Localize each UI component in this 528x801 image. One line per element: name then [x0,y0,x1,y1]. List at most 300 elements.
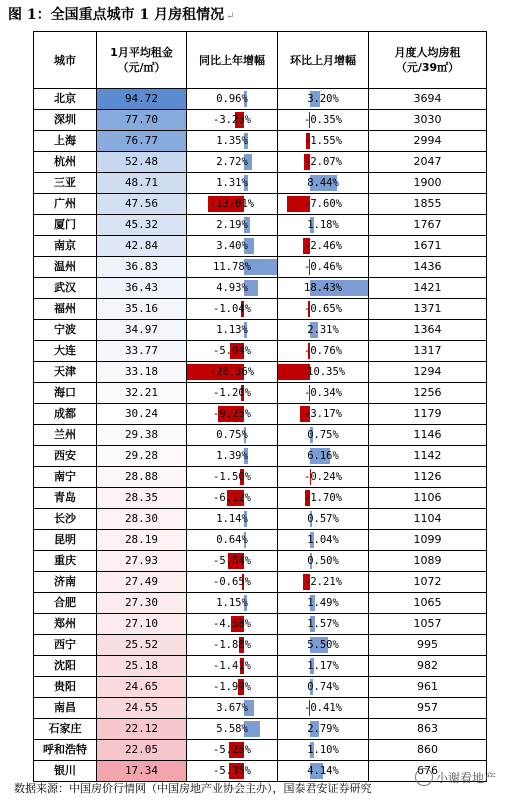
yoy-cell [187,698,278,719]
yoy-cell [187,488,278,509]
per-capita-cell: 982 [369,656,487,677]
mom-cell-content [278,362,368,382]
mom-cell-content [278,761,368,781]
table-row [34,194,487,215]
yoy-value: 0.75% [216,429,248,441]
mom-value: -10.35% [300,366,346,378]
rent-cell: 42.84 [97,236,187,257]
yoy-value: -4.58% [213,618,251,630]
mom-cell [278,488,369,509]
city-cell: 宁波 [34,320,97,341]
table-row [34,719,487,740]
mom-value: 1.04% [307,534,339,546]
yoy-value: -5.04% [213,345,251,357]
table-row [34,530,487,551]
wechat-logo-icon [415,768,433,786]
mom-cell-content [278,572,368,592]
per-capita-cell: 961 [369,677,487,698]
table-row [34,593,487,614]
city-cell: 大连 [34,341,97,362]
rent-cell: 29.38 [97,425,187,446]
mom-cell [278,719,369,740]
rent-cell: 36.83 [97,257,187,278]
table-row [34,698,487,719]
mom-cell-content [278,131,368,151]
table-row [34,320,487,341]
mom-cell-content [278,719,368,739]
per-capita-cell: 957 [369,698,487,719]
mom-cell [278,593,369,614]
yoy-cell-content [187,194,277,214]
mom-cell-content [278,341,368,361]
mom-cell [278,446,369,467]
rent-cell: 22.05 [97,740,187,761]
per-capita-cell: 1364 [369,320,487,341]
per-capita-cell: 860 [369,740,487,761]
table-row [34,362,487,383]
header-city-label: 城市 [54,53,76,67]
city-cell: 兰州 [34,425,97,446]
city-cell: 杭州 [34,152,97,173]
mom-value: 0.50% [307,555,339,567]
yoy-value: -5.64% [213,555,251,567]
yoy-value: 2.19% [216,219,248,231]
yoy-cell [187,530,278,551]
yoy-value: -3.23% [213,114,251,126]
header-mom-label: 环比上月增幅 [290,53,356,67]
table-row [34,110,487,131]
city-cell: 贵阳 [34,677,97,698]
yoy-cell [187,425,278,446]
mom-cell [278,698,369,719]
per-capita-cell: 1106 [369,488,487,509]
mom-value: 4.14% [307,765,339,777]
city-cell: 西安 [34,446,97,467]
per-capita-cell: 1436 [369,257,487,278]
table-row [34,635,487,656]
mom-cell-content [278,551,368,571]
mom-cell-content [278,404,368,424]
table-row [34,215,487,236]
table-row [34,446,487,467]
figure-title-text: 图 1：全国重点城市 1 月房租情况 [8,7,225,23]
mom-value: 2.79% [307,723,339,735]
yoy-value: 1.35% [216,135,248,147]
table-row [34,551,487,572]
rent-cell: 25.18 [97,656,187,677]
mom-cell-content [278,257,368,277]
city-cell: 昆明 [34,530,97,551]
mom-value: 1.49% [307,597,339,609]
rent-cell: 25.52 [97,635,187,656]
per-capita-cell: 1104 [369,509,487,530]
mom-value: 3.20% [307,93,339,105]
city-cell: 合肥 [34,593,97,614]
per-capita-cell: 1179 [369,404,487,425]
yoy-cell [187,362,278,383]
yoy-value: -20.36% [209,366,255,378]
yoy-cell-content [187,572,277,592]
city-cell: 海口 [34,383,97,404]
yoy-cell-content [187,362,277,382]
mom-cell-content [278,236,368,256]
city-cell: 南京 [34,236,97,257]
mom-value: -2.07% [304,156,342,168]
yoy-cell [187,719,278,740]
figure-title [8,4,235,24]
table-row [34,467,487,488]
mom-value: -0.41% [304,702,342,714]
per-capita-cell: 1900 [369,173,487,194]
city-cell: 郑州 [34,614,97,635]
yoy-cell-content [187,215,277,235]
mom-cell [278,614,369,635]
yoy-cell-content [187,383,277,403]
table-row [34,614,487,635]
table-row [34,677,487,698]
mom-cell-content [278,656,368,676]
rent-cell: 48.71 [97,173,187,194]
yoy-cell [187,236,278,257]
yoy-cell [187,740,278,761]
per-capita-cell: 1057 [369,614,487,635]
table-body [34,89,487,782]
rent-cell: 94.72 [97,89,187,110]
mom-cell [278,677,369,698]
mom-cell-content [278,173,368,193]
mom-cell-content [278,740,368,760]
mom-cell-content [278,383,368,403]
yoy-cell-content [187,89,277,109]
yoy-value: -13.01% [209,198,255,210]
mom-cell-content [278,530,368,550]
mom-cell [278,572,369,593]
per-capita-cell: 3694 [369,89,487,110]
yoy-cell-content [187,320,277,340]
watermark-text: 小谢看地产 [436,770,497,785]
yoy-value: -5.35% [213,765,251,777]
city-cell: 北京 [34,89,97,110]
rent-cell: 27.49 [97,572,187,593]
city-cell: 广州 [34,194,97,215]
source-note: 数据来源：中国房价行情网（中国房地产业协会主办），国泰君安证券研究 [14,782,372,795]
city-cell: 天津 [34,362,97,383]
table-row [34,173,487,194]
yoy-cell-content [187,110,277,130]
yoy-cell-content [187,593,277,613]
mom-cell [278,194,369,215]
yoy-cell-content [187,740,277,760]
yoy-value: -0.65% [213,576,251,588]
per-capita-cell: 863 [369,719,487,740]
mom-cell [278,173,369,194]
rent-cell: 52.48 [97,152,187,173]
yoy-cell-content [187,278,277,298]
mom-cell [278,215,369,236]
yoy-cell-content [187,152,277,172]
mom-cell [278,509,369,530]
per-capita-cell: 1855 [369,194,487,215]
city-cell: 重庆 [34,551,97,572]
table-row [34,257,487,278]
city-cell: 厦门 [34,215,97,236]
rent-cell: 77.70 [97,110,187,131]
table-row [34,425,487,446]
yoy-value: -9.25% [213,408,251,420]
mom-cell-content [278,425,368,445]
mom-value: -0.76% [304,345,342,357]
yoy-cell [187,656,278,677]
yoy-cell-content [187,509,277,529]
table-row [34,488,487,509]
mom-cell [278,656,369,677]
return-mark-icon: ↵ [226,11,235,22]
per-capita-cell: 2994 [369,131,487,152]
mom-value: 1.57% [307,618,339,630]
per-capita-cell: 1767 [369,215,487,236]
rent-cell: 30.24 [97,404,187,425]
rent-cell: 35.16 [97,299,187,320]
mom-cell-content [278,152,368,172]
yoy-cell [187,467,278,488]
yoy-cell [187,278,278,299]
mom-cell [278,425,369,446]
rent-cell: 28.88 [97,467,187,488]
yoy-cell [187,173,278,194]
yoy-value: 2.72% [216,156,248,168]
yoy-cell [187,215,278,236]
rent-cell: 45.32 [97,215,187,236]
mom-cell [278,341,369,362]
header-yoy-label: 同比上年增幅 [199,53,265,67]
yoy-value: -1.50% [213,471,251,483]
yoy-value: 3.40% [216,240,248,252]
table-row [34,383,487,404]
yoy-value: -1.41% [213,660,251,672]
yoy-cell [187,404,278,425]
mom-cell [278,551,369,572]
yoy-value: 0.64% [216,534,248,546]
rent-cell: 24.55 [97,698,187,719]
header-per-capita-unit: （元/39㎡） [395,61,460,74]
mom-cell [278,299,369,320]
mom-value: -0.34% [304,387,342,399]
city-cell: 呼和浩特 [34,740,97,761]
city-cell: 武汉 [34,278,97,299]
yoy-value: 0.96% [216,93,248,105]
mom-value: 1.10% [307,744,339,756]
mom-cell [278,89,369,110]
header-rent [97,32,187,89]
yoy-value: 1.31% [216,177,248,189]
yoy-cell-content [187,551,277,571]
yoy-value: -1.99% [213,681,251,693]
yoy-value: 1.39% [216,450,248,462]
mom-cell [278,761,369,782]
yoy-cell-content [187,530,277,550]
rent-cell: 33.18 [97,362,187,383]
yoy-value: 4.93% [216,282,248,294]
city-cell: 青岛 [34,488,97,509]
per-capita-cell: 1671 [369,236,487,257]
per-capita-cell: 3030 [369,110,487,131]
yoy-cell-content [187,614,277,634]
mom-cell [278,320,369,341]
yoy-cell [187,593,278,614]
rent-cell: 36.43 [97,278,187,299]
yoy-cell-content [187,131,277,151]
mom-cell-content [278,614,368,634]
rent-cell: 32.21 [97,383,187,404]
yoy-cell [187,89,278,110]
per-capita-cell: 676 [369,761,487,782]
yoy-value: -1.04% [213,303,251,315]
yoy-cell-content [187,635,277,655]
rent-cell: 27.93 [97,551,187,572]
mom-cell-content [278,467,368,487]
yoy-cell-content [187,677,277,697]
yoy-cell [187,194,278,215]
table-header-row [34,32,487,89]
yoy-value: -6.12% [213,492,251,504]
mom-cell [278,152,369,173]
yoy-cell-content [187,425,277,445]
city-cell: 石家庄 [34,719,97,740]
mom-value: -0.24% [304,471,342,483]
header-per-capita [369,32,487,89]
mom-cell-content [278,278,368,298]
mom-cell-content [278,635,368,655]
city-cell: 福州 [34,299,97,320]
city-cell: 长沙 [34,509,97,530]
mom-cell [278,635,369,656]
mom-cell-content [278,698,368,718]
yoy-value: 1.13% [216,324,248,336]
per-capita-cell: 1421 [369,278,487,299]
per-capita-cell: 1126 [369,467,487,488]
per-capita-cell: 2047 [369,152,487,173]
city-cell: 温州 [34,257,97,278]
rent-cell: 27.30 [97,593,187,614]
mom-value: 6.16% [307,450,339,462]
table-row [34,89,487,110]
mom-cell-content [278,509,368,529]
rent-cell: 34.97 [97,320,187,341]
yoy-cell-content [187,467,277,487]
yoy-cell-content [187,446,277,466]
city-cell: 上海 [34,131,97,152]
yoy-cell-content [187,698,277,718]
yoy-cell [187,383,278,404]
header-rent-label: 1月平均租金 [110,46,173,59]
table-row [34,404,487,425]
mom-value: 0.57% [307,513,339,525]
mom-cell [278,404,369,425]
mom-cell [278,236,369,257]
yoy-cell [187,614,278,635]
per-capita-cell: 1317 [369,341,487,362]
rent-cell: 27.10 [97,614,187,635]
rent-table [33,31,487,782]
rent-cell: 29.28 [97,446,187,467]
yoy-cell [187,551,278,572]
yoy-cell [187,446,278,467]
yoy-cell [187,257,278,278]
yoy-cell [187,677,278,698]
mom-cell-content [278,320,368,340]
mom-value: -7.60% [304,198,342,210]
table-row [34,152,487,173]
rent-cell: 33.77 [97,341,187,362]
per-capita-cell: 995 [369,635,487,656]
city-cell: 济南 [34,572,97,593]
mom-cell [278,362,369,383]
yoy-value: 1.15% [216,597,248,609]
mom-value: -1.55% [304,135,342,147]
yoy-cell [187,299,278,320]
mom-cell [278,278,369,299]
yoy-cell-content [187,761,277,781]
per-capita-cell: 1294 [369,362,487,383]
yoy-cell-content [187,341,277,361]
yoy-cell [187,509,278,530]
per-capita-cell: 1146 [369,425,487,446]
yoy-cell [187,341,278,362]
table-row [34,341,487,362]
yoy-value: -1.20% [213,387,251,399]
mom-value: 1.17% [307,660,339,672]
header-city [34,32,97,89]
yoy-cell-content [187,236,277,256]
per-capita-cell: 1099 [369,530,487,551]
yoy-value: 3.67% [216,702,248,714]
header-mom [278,32,369,89]
yoy-value: -5.25% [213,744,251,756]
yoy-value: 1.14% [216,513,248,525]
yoy-value: 5.58% [216,723,248,735]
mom-value: 0.75% [307,429,339,441]
city-cell: 深圳 [34,110,97,131]
yoy-cell [187,110,278,131]
table-row [34,131,487,152]
yoy-cell-content [187,299,277,319]
mom-value: 8.44% [307,177,339,189]
mom-value: -2.21% [304,576,342,588]
mom-value: -2.46% [304,240,342,252]
city-cell: 西宁 [34,635,97,656]
rent-cell: 47.56 [97,194,187,215]
per-capita-cell: 1142 [369,446,487,467]
per-capita-cell: 1089 [369,551,487,572]
mom-value: 2.31% [307,324,339,336]
mom-value: -0.46% [304,261,342,273]
city-cell: 成都 [34,404,97,425]
per-capita-cell: 1256 [369,383,487,404]
mom-cell [278,467,369,488]
city-cell: 三亚 [34,173,97,194]
yoy-value: 11.78% [213,261,251,273]
yoy-cell-content [187,719,277,739]
rent-cell: 28.30 [97,509,187,530]
city-cell: 沈阳 [34,656,97,677]
table-row [34,656,487,677]
table-row [34,278,487,299]
mom-cell [278,740,369,761]
yoy-cell-content [187,656,277,676]
mom-cell [278,131,369,152]
mom-cell-content [278,593,368,613]
table-row [34,236,487,257]
